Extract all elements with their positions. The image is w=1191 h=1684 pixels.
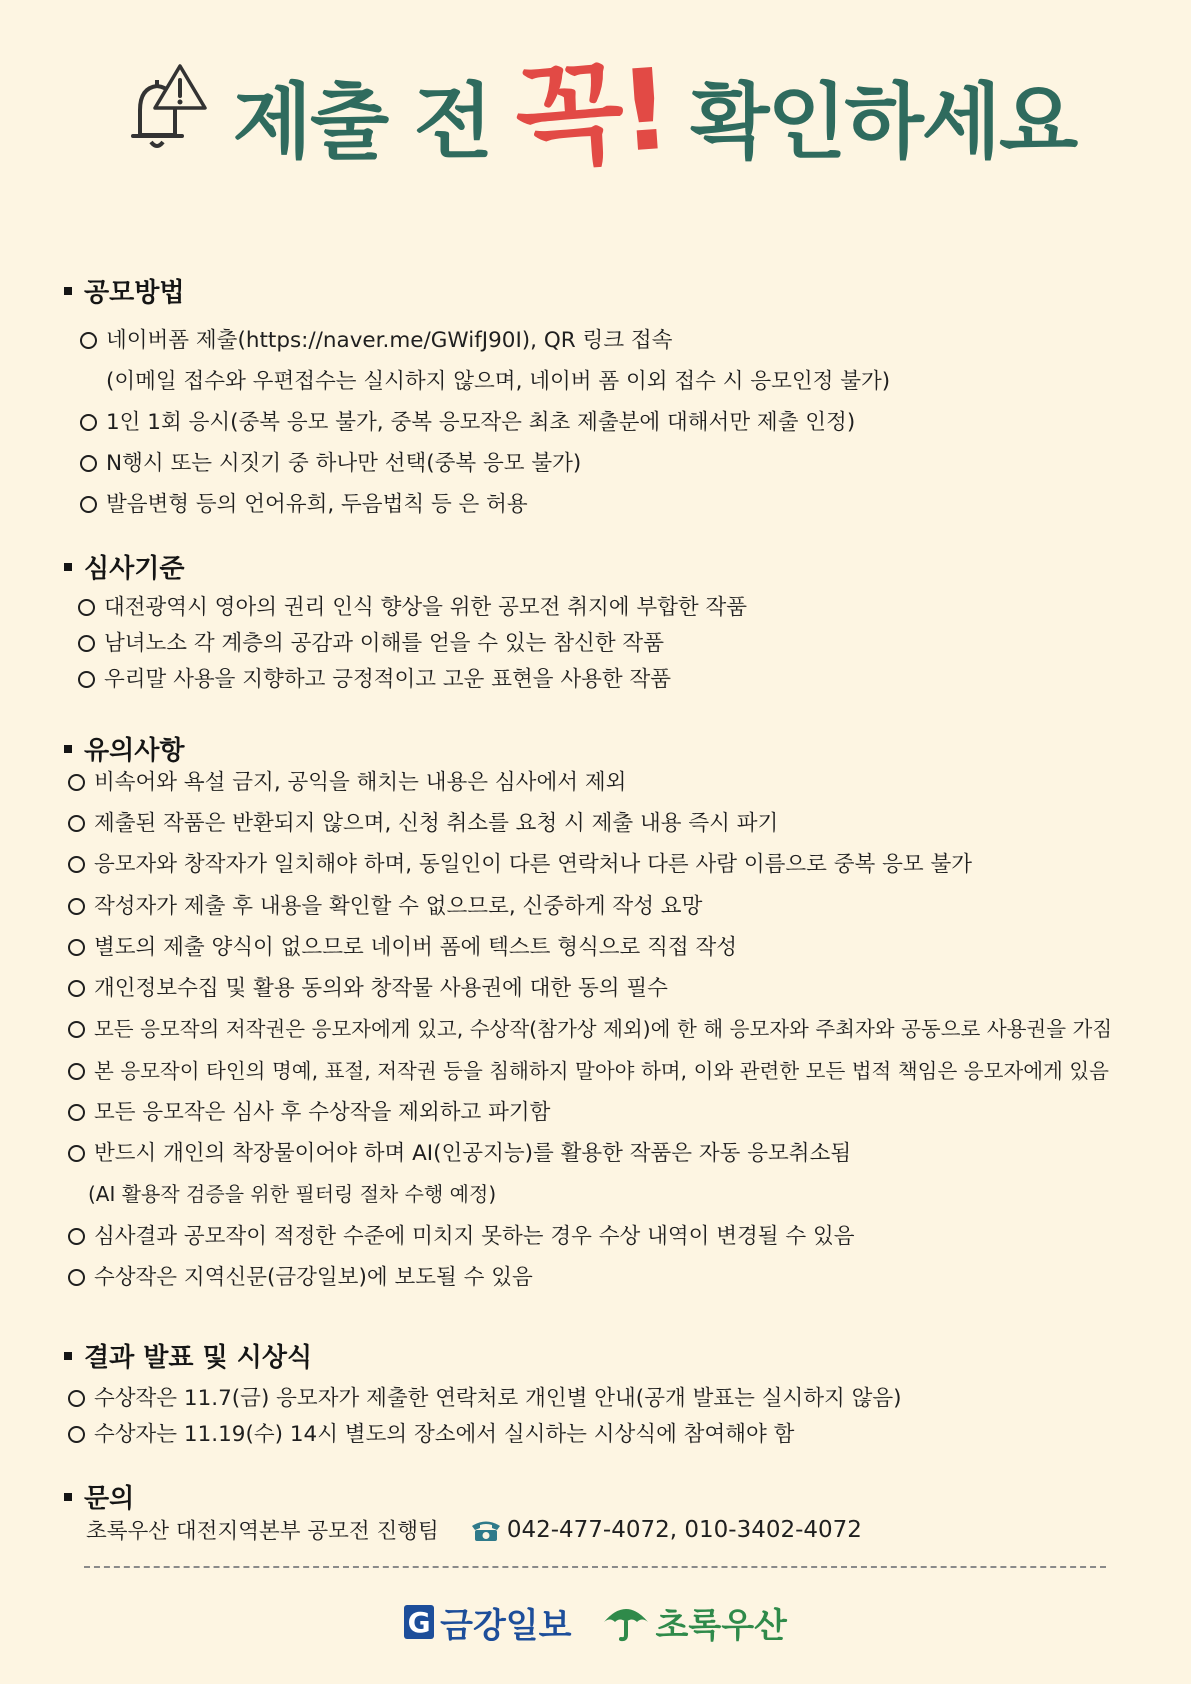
note-item: 응모자와 창작자가 일치해야 하며, 동일인이 다른 연락처나 다른 사람 이름으로 중복 응모 불가	[68, 854, 972, 876]
circle-bullet-icon	[68, 1021, 85, 1038]
section-notes	[64, 730, 184, 767]
criteria-item: 대전광역시 영아의 권리 인식 향상을 위한 공모전 취지에 부합한 작품	[78, 597, 747, 619]
criteria-item: 우리말 사용을 지향하고 긍정적이고 고운 표현을 사용한 작품	[78, 669, 671, 691]
section-results	[64, 1337, 312, 1374]
note-item: 작성자가 제출 후 내용을 확인할 수 없으므로, 신중하게 작성 요망	[68, 896, 702, 918]
circle-bullet-icon	[68, 774, 85, 791]
circle-bullet-icon	[78, 635, 95, 652]
circle-bullet-icon	[68, 1269, 85, 1286]
result-item: 수상자는 11.19(수) 14시 별도의 장소에서 실시하는 시상식에 참여해야 함	[68, 1424, 794, 1446]
footer-logos	[0, 1592, 1191, 1652]
title-accent: 꼭!	[511, 44, 672, 185]
note-item: 심사결과 공모작이 적정한 수준에 미치지 못하는 경우 수상 내역이 변경될 수 있음	[68, 1226, 855, 1248]
divider	[84, 1566, 1106, 1568]
bell-warning-icon	[115, 60, 215, 160]
circle-bullet-icon	[78, 599, 95, 616]
circle-bullet-icon	[68, 980, 85, 997]
circle-bullet-icon	[80, 332, 97, 349]
method-item: 발음변형 등의 언어유희, 두음법칙 등 은 허용	[80, 494, 528, 516]
method-item: 1인 1회 응시(중복 응모 불가, 중복 응모작은 최초 제출분에 대해서만 제출 인정)	[80, 412, 855, 434]
result-item: 수상작은 11.7(금) 응모자가 제출한 연락처로 개인별 안내(공개 발표는 실시하지 않음)	[68, 1388, 902, 1410]
telephone-icon	[469, 1517, 503, 1543]
note-item: 개인정보수집 및 활용 동의와 창작물 사용권에 대한 동의 필수	[68, 978, 668, 1000]
circle-bullet-icon	[78, 671, 95, 688]
method-item: N행시 또는 시짓기 중 하나만 선택(중복 응모 불가)	[80, 453, 581, 475]
circle-bullet-icon	[68, 939, 85, 956]
circle-bullet-icon	[80, 455, 97, 472]
page-title	[0, 40, 1191, 190]
circle-bullet-icon	[68, 1426, 85, 1443]
circle-bullet-icon	[68, 1145, 85, 1162]
circle-bullet-icon	[80, 496, 97, 513]
circle-bullet-icon	[80, 414, 97, 431]
circle-bullet-icon	[68, 815, 85, 832]
section-heading: 심사기준	[64, 548, 184, 585]
g-mark-icon: G	[404, 1605, 434, 1639]
circle-bullet-icon	[68, 1228, 85, 1245]
note-item: 반드시 개인의 착장물이어야 하며 AI(인공지능)를 활용한 작품은 자동 응모취소됨	[68, 1143, 851, 1165]
note-item: 본 응모작이 타인의 명예, 표절, 저작권 등을 침해하지 말아야 하며, 이와 관련한 모든 법적 책임은 응모자에게 있음	[68, 1061, 1109, 1082]
circle-bullet-icon	[68, 1390, 85, 1407]
section-heading: 공모방법	[64, 272, 184, 309]
criteria-item: 남녀노소 각 계층의 공감과 이해를 얻을 수 있는 참신한 작품	[78, 633, 664, 655]
note-item: 모든 응모작의 저작권은 응모자에게 있고, 수상작(참가상 제외)에 한 해 응모자와 주최자와 공동으로 사용권을 가짐	[68, 1019, 1112, 1040]
section-method	[64, 272, 184, 309]
method-subnote: (이메일 접수와 우편접수는 실시하지 않으며, 네이버 폼 이외 접수 시 응모인정 불가)	[106, 369, 891, 394]
title-part-2: 확인하세요	[690, 74, 1077, 170]
contact-phone: 042-477-4072, 010-3402-4072	[506, 1516, 862, 1543]
note-subnote: (AI 활용작 검증을 위한 필터링 절차 수행 예정)	[88, 1182, 497, 1206]
green-umbrella-icon	[602, 1602, 650, 1642]
contact-org: 초록우산 대전지역본부 공모전 진행팀	[86, 1519, 439, 1544]
green-umbrella-logo: 초록우산	[602, 1598, 787, 1647]
section-heading: 결과 발표 및 시상식	[64, 1337, 312, 1374]
circle-bullet-icon	[68, 856, 85, 873]
title-part-1: 제출 전	[232, 74, 491, 170]
circle-bullet-icon	[68, 1104, 85, 1121]
geumgang-ilbo-logo: G 금강일보	[404, 1598, 571, 1647]
section-criteria	[64, 548, 184, 585]
note-item: 수상작은 지역신문(금강일보)에 보도될 수 있음	[68, 1267, 533, 1289]
contact-row	[86, 1514, 862, 1545]
section-heading: 유의사항	[64, 730, 184, 767]
note-item: 제출된 작품은 반환되지 않으며, 신청 취소를 요청 시 제출 내용 즉시 파기	[68, 813, 778, 835]
method-item: 네이버폼 제출(https://naver.me/GWifJ90I), QR 링크 접속	[80, 330, 672, 352]
circle-bullet-icon	[68, 898, 85, 915]
note-item: 비속어와 욕설 금지, 공익을 해치는 내용은 심사에서 제외	[68, 772, 626, 794]
circle-bullet-icon	[68, 1063, 85, 1080]
note-item: 모든 응모작은 심사 후 수상작을 제외하고 파기함	[68, 1102, 550, 1124]
note-item: 별도의 제출 양식이 없으므로 네이버 폼에 텍스트 형식으로 직접 작성	[68, 937, 737, 959]
section-contact	[64, 1478, 134, 1515]
section-heading: 문의	[64, 1478, 134, 1515]
